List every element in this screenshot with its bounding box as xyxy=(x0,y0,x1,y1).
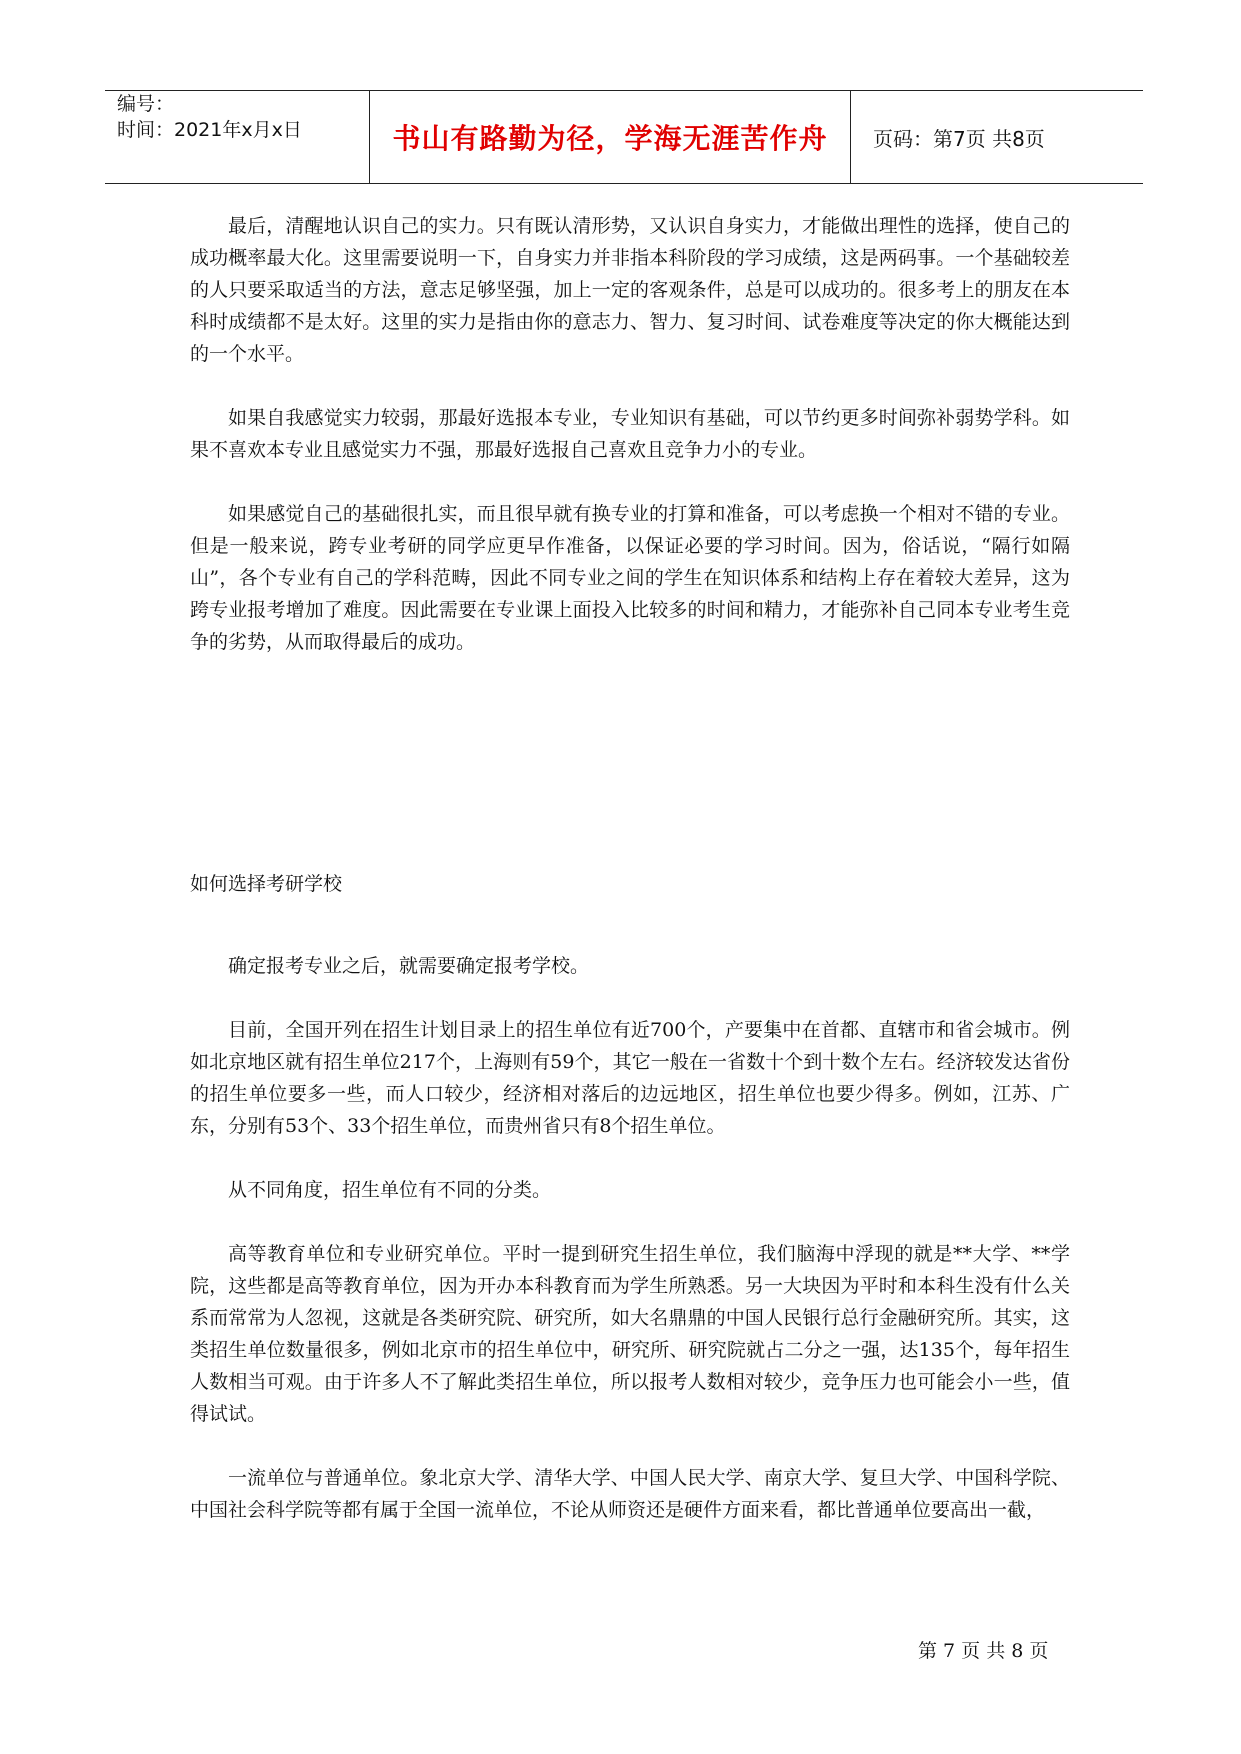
header-motto-cell xyxy=(369,91,851,183)
page-header xyxy=(105,90,1143,184)
section-heading: 如何选择考研学校 xyxy=(190,873,343,895)
header-page-number: 页码：第7页 共8页 xyxy=(873,126,1045,151)
paragraph: 如果自我感觉实力较弱，那最好选报本专业，专业知识有基础，可以节约更多时间弥补弱势学科。如果不喜欢本专业且感觉实力不强，那最好选报自己喜欢且竞争力小的专业。 xyxy=(190,407,1070,461)
header-page-cell xyxy=(861,91,1153,183)
paragraph: 一流单位与普通单位。象北京大学、清华大学、中国人民大学、南京大学、复旦大学、中国科学院、中国社会科学院等都有属于全国一流单位，不论从师资还是硬件方面来看，都比普通单位要高出一截， xyxy=(190,1467,1070,1521)
header-meta xyxy=(117,91,365,183)
paragraph: 目前，全国开列在招生计划目录上的招生单位有近700个，产要集中在首都、直辖市和省会城市。例如北京地区就有招生单位217个，上海则有59个，其它一般在一省数十个到十数个左右。经济较发达省份的招生单位要多一些，而人口较少，经济相对落后的边远地区，招生单位也要少得多。例如，江苏、广东，分别有53个、33个招生单位，而贵州省只有8个招生单位。 xyxy=(190,1019,1070,1137)
header-motto: 书山有路勤为径，学海无涯苦作舟 xyxy=(392,122,828,155)
paragraph: 最后，清醒地认识自己的实力。只有既认清形势，又认识自身实力，才能做出理性的选择，使自己的成功概率最大化。这里需要说明一下，自身实力并非指本科阶段的学习成绩，这是两码事。一个基础较差的人只要采取适当的方法，意志足够坚强，加上一定的客观条件，总是可以成功的。很多考上的朋友在本科时成绩都不是太好。这里的实力是指由你的意志力、智力、复习时间、试卷难度等决定的你大概能达到的一个水平。 xyxy=(190,215,1070,365)
paragraph: 从不同角度，招生单位有不同的分类。 xyxy=(228,1179,552,1201)
paragraph: 如果感觉自己的基础很扎实，而且很早就有换专业的打算和准备，可以考虑换一个相对不错的专业。但是一般来说，跨专业考研的同学应更早作准备，以保证必要的学习时间。因为，俗话说，“隔行如隔山”，各个专业有自己的学科范畴，因此不同专业之间的学生在知识体系和结构上存在着较大差异，这为跨专业报考增加了难度。因此需要在专业课上面投入比较多的时间和精力，才能弥补自己同本专业考生竞争的劣势，从而取得最后的成功。 xyxy=(190,503,1070,653)
paragraph: 确定报考专业之后，就需要确定报考学校。 xyxy=(228,955,590,977)
section-school-choice xyxy=(190,868,1070,1526)
section-strength xyxy=(190,210,1070,658)
document-time-label: 时间：2021年x月x日 xyxy=(117,119,302,141)
page-footer: 第 7 页 共 8 页 xyxy=(918,1640,1049,1662)
document-number-label: 编号： xyxy=(117,93,175,115)
paragraph: 高等教育单位和专业研究单位。平时一提到研究生招生单位，我们脑海中浮现的就是**大学、**学院，这些都是高等教育单位，因为开办本科教育而为学生所熟悉。另一大块因为平时和本科生没有什么关系而常常为人忽视，这就是各类研究院、研究所，如大名鼎鼎的中国人民银行总行金融研究所。其实，这类招生单位数量很多，例如北京市的招生单位中，研究所、研究院就占二分之一强，达135个，每年招生人数相当可观。由于许多人不了解此类招生单位，所以报考人数相对较少，竞争压力也可能会小一些，值得试试。 xyxy=(190,1243,1070,1425)
